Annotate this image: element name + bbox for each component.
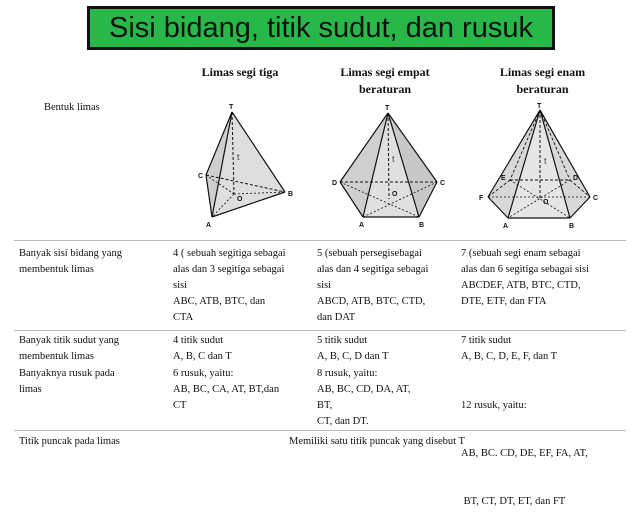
- label-vertex-e: E: [501, 175, 506, 182]
- cell-line: DTE, ETF, dan FTA: [461, 296, 547, 307]
- label-apex: T: [537, 103, 542, 110]
- cell-line: sisi: [173, 280, 188, 291]
- figure-limas-segi-tiga: [180, 100, 310, 235]
- cell-line: 5 titik sudut: [317, 335, 368, 346]
- cell-line: dan DAT: [317, 312, 356, 323]
- header-limas-segi-empat: [310, 64, 460, 98]
- cell-titik-segi-tiga: [173, 333, 232, 365]
- cell-line: 6 rusuk, yaitu:: [173, 368, 234, 379]
- header-limas-segi-tiga: [170, 64, 310, 81]
- label-center: O: [543, 199, 549, 206]
- cell-line: ABCDEF, ATB, BTC, CTD,: [461, 280, 581, 291]
- header-label-line2: beraturan: [516, 82, 569, 96]
- label-vertex-a: A: [503, 223, 509, 230]
- row-label-titik-sudut: [19, 333, 119, 365]
- cell-rusuk-segi-enam: [461, 366, 588, 526]
- cell-titik-puncak: Memiliki satu titik puncak yang disebut T: [289, 436, 465, 447]
- row-label-titik-puncak: Titik puncak pada limas: [19, 436, 120, 447]
- header-label-line1: Limas segi enam: [499, 65, 586, 79]
- row-label-line: Banyak sisi bidang yang: [19, 248, 122, 259]
- label-vertex-b: B: [569, 223, 575, 230]
- cell-line: BT, CT, DT, ET, dan FT: [461, 496, 566, 507]
- cell-line: 7 (sebuah segi enam sebagai: [461, 248, 581, 259]
- cell-line: AB, BC, CA, AT, BT,dan: [173, 384, 280, 395]
- cell-line: AB, BC, CD, DA, AT,: [317, 384, 411, 395]
- row-label-line: Banyak titik sudut yang: [19, 335, 120, 346]
- label-vertex-f: F: [479, 195, 484, 202]
- header-label-line1: Limas segi empat: [340, 65, 430, 79]
- label-apex: T: [385, 105, 390, 112]
- label-height: t: [392, 154, 395, 164]
- label-vertex-c: C: [440, 180, 446, 187]
- cell-line: BT,: [317, 400, 333, 411]
- cell-line: alas dan 4 segitiga sebagai: [317, 264, 429, 275]
- figure-limas-segi-enam: [470, 100, 610, 235]
- page-title: Sisi bidang, titik sudut, dan rusuk: [87, 6, 555, 50]
- label-vertex-b: B: [288, 191, 294, 198]
- divider: [14, 240, 626, 241]
- header-label-line2: beraturan: [359, 82, 411, 96]
- cell-rusuk-segi-tiga: [173, 366, 279, 414]
- label-center: O: [237, 196, 243, 203]
- cell-line: CT, dan DT.: [317, 416, 369, 427]
- cell-line: AB, BC. CD, DE, EF, FA, AT,: [461, 448, 588, 459]
- cell-line: alas dan 6 segitiga sebagai sisi: [461, 264, 590, 275]
- cell-line: 5 (sebuah persegisebagai: [317, 248, 422, 259]
- divider: [14, 330, 626, 331]
- row-label-line: Banyaknya rusuk pada: [19, 368, 115, 379]
- row-label-bentuk-limas: Bentuk limas: [44, 102, 100, 113]
- label-vertex-c: C: [198, 173, 204, 180]
- row-label-line: limas: [19, 384, 42, 395]
- cell-line: A, B, C, D dan T: [317, 351, 389, 362]
- label-vertex-a: A: [359, 222, 365, 229]
- label-vertex-d: D: [573, 175, 579, 182]
- cell-line: 7 titik sudut: [461, 335, 512, 346]
- label-height: t: [544, 156, 547, 166]
- cell-line: 4 titik sudut: [173, 335, 224, 346]
- cell-line: 4 ( sebuah segitiga sebagai: [173, 248, 286, 259]
- row-label-sisi: [19, 246, 122, 278]
- cell-line: CTA: [173, 312, 194, 323]
- label-height: t: [237, 152, 240, 162]
- label-vertex-c: C: [593, 195, 599, 202]
- label-vertex-d: D: [332, 180, 338, 187]
- cell-line: 12 rusuk, yaitu:: [461, 400, 527, 411]
- label-center: O: [392, 191, 398, 198]
- label-apex: T: [229, 104, 234, 111]
- row-label-rusuk: [19, 366, 115, 398]
- cell-line: ABC, ATB, BTC, dan: [173, 296, 266, 307]
- divider: [14, 430, 626, 431]
- cell-titik-segi-empat: [317, 333, 389, 365]
- cell-titik-segi-enam: [461, 333, 557, 365]
- cell-line: ABCD, ATB, BTC, CTD,: [317, 296, 426, 307]
- label-vertex-b: B: [419, 222, 425, 229]
- cell-line: sisi: [317, 280, 332, 291]
- header-label: Limas segi tiga: [201, 65, 279, 79]
- figure-limas-segi-empat: [325, 100, 455, 235]
- cell-line: CT: [173, 400, 187, 411]
- label-vertex-a: A: [206, 222, 212, 229]
- header-limas-segi-enam: [460, 64, 625, 98]
- cell-sisi-segi-enam: [461, 246, 589, 310]
- cell-line: alas dan 3 segitiga sebagai: [173, 264, 285, 275]
- row-label-line: membentuk limas: [19, 264, 94, 275]
- cell-line: A, B, C dan T: [173, 351, 232, 362]
- cell-sisi-segi-tiga: [173, 246, 286, 326]
- row-label-line: membentuk limas: [19, 351, 94, 362]
- cell-line: 8 rusuk, yaitu:: [317, 368, 378, 379]
- cell-sisi-segi-empat: [317, 246, 428, 326]
- cell-rusuk-segi-empat: [317, 366, 410, 430]
- cell-line: A, B, C, D, E, F, dan T: [461, 351, 558, 362]
